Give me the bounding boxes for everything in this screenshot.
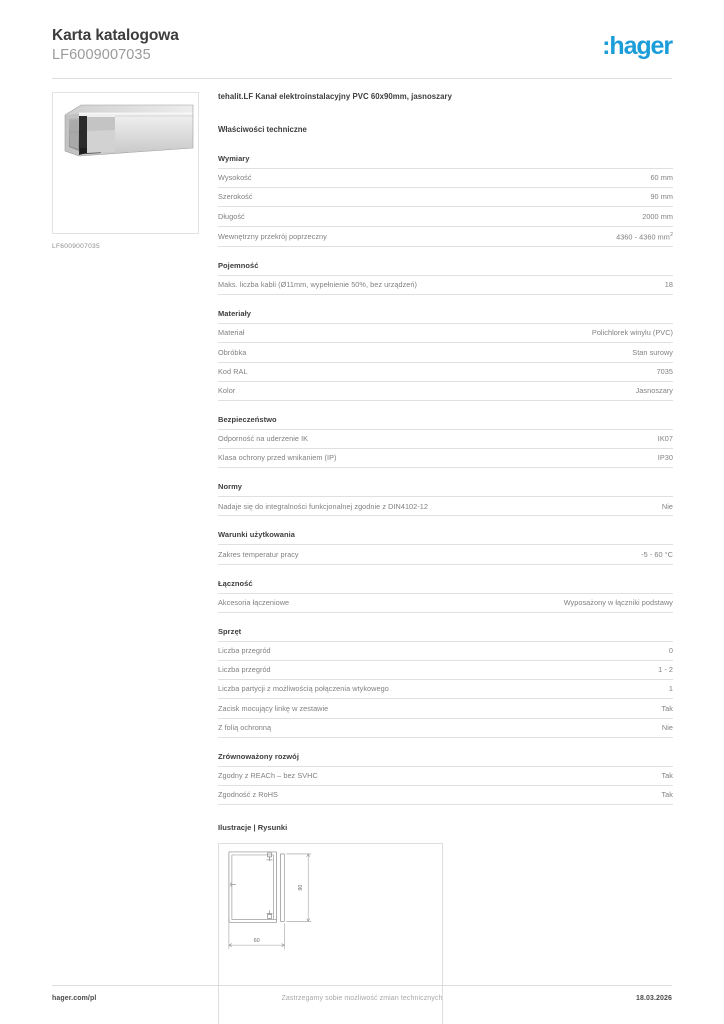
spec-row — [218, 429, 673, 448]
spec-group — [218, 415, 673, 468]
spec-value: 1 — [668, 684, 673, 694]
product-reference: LF6009007035 — [52, 47, 151, 64]
spec-group-title: Pojemność — [218, 261, 259, 271]
spec-row — [218, 544, 673, 564]
logo-text: hager — [609, 32, 672, 60]
spec-row — [218, 660, 673, 679]
spec-row — [218, 641, 673, 660]
spec-value: IP30 — [657, 453, 673, 463]
spec-group — [218, 579, 673, 613]
spec-label: Wysokość — [218, 173, 252, 183]
spec-label: Maks. liczba kabli (Ø11mm, wypełnienie 50%, bez urządzeń) — [218, 280, 418, 290]
spec-label: Odporność na uderzenie IK — [218, 434, 309, 444]
spec-value: 18 — [664, 280, 673, 290]
spec-value: Tak — [661, 703, 673, 713]
spec-row — [218, 718, 673, 738]
spec-group — [218, 627, 673, 738]
spec-row — [218, 766, 673, 785]
spec-value: -5 - 60 °C — [641, 549, 673, 559]
spec-value: Jasnoszary — [635, 385, 673, 395]
spec-group-title: Zrównoważony rozwój — [218, 751, 299, 761]
spec-group-title: Warunki użytkowania — [218, 530, 295, 540]
spec-row — [218, 226, 673, 248]
spec-value: IK07 — [657, 434, 673, 444]
spec-label: Akcesoria łączeniowe — [218, 597, 290, 607]
spec-label: Liczba przegród — [218, 665, 271, 675]
spec-label: Kod RAL — [218, 366, 248, 376]
spec-group — [218, 309, 673, 401]
spec-label: Wewnętrzny przekrój poprzeczny — [218, 232, 327, 242]
spec-label: Liczba partycji z możliwością połączenia wtykowego — [218, 684, 389, 694]
spec-group — [218, 261, 673, 295]
spec-group — [218, 154, 673, 247]
spec-value: Polichlorek winylu (PVC) — [591, 328, 673, 338]
spec-group-title: Bezpieczeństwo — [218, 414, 277, 424]
spec-value: Tak — [661, 770, 673, 780]
spec-group — [218, 482, 673, 516]
spec-label: Zakres temperatur pracy — [218, 549, 299, 559]
spec-row — [218, 275, 673, 295]
spec-label: Liczba przegród — [218, 646, 271, 656]
spec-label: Zgodność z RoHS — [218, 790, 278, 800]
spec-label: Klasa ochrony przed wnikaniem (IP) — [218, 453, 337, 463]
spec-label: Zacisk mocujący linkę w zestawie — [218, 703, 329, 713]
footer-website-link[interactable]: hager.com/pl — [52, 995, 97, 1002]
spec-value: 4360 - 4360 $mm^2$ — [616, 231, 673, 242]
spec-row — [218, 381, 673, 401]
spec-group-title: Wymiary — [218, 154, 250, 163]
product-name: tehalit.LF Kanał elektroinstalacyjny PVC 60x90mm, jasnoszary — [218, 92, 452, 101]
spec-value: 1 - 2 — [658, 665, 673, 675]
page-footer — [52, 995, 672, 1009]
product-photo — [53, 101, 199, 163]
spec-row — [218, 362, 673, 381]
product-image-box — [52, 92, 199, 234]
spec-label: Kolor — [218, 385, 236, 395]
spec-row — [218, 206, 673, 225]
spec-label: Materiał — [218, 328, 245, 338]
spec-group-title: Sprzęt — [218, 626, 242, 636]
spec-label: Obróbka — [218, 347, 247, 357]
spec-value-superscript: 2 — [669, 231, 673, 238]
spec-label: Z folią ochronną — [218, 722, 272, 732]
spec-content — [218, 92, 673, 1024]
spec-value: 2000 mm — [642, 211, 673, 221]
spec-label: Długość — [218, 211, 245, 221]
spec-value: Stan surowy — [632, 347, 673, 357]
footer-divider — [52, 985, 672, 986]
spec-row — [218, 323, 673, 342]
spec-label: Zgodny z REACh – bez SVHC — [218, 770, 318, 780]
footer-date: 18.03.2026 — [635, 995, 672, 1002]
dimension-width-label: 60 — [253, 938, 260, 945]
header-divider — [52, 78, 672, 79]
spec-group-title: Łączność — [218, 578, 253, 588]
spec-row — [218, 448, 673, 468]
technical-properties-title: Właściwości techniczne — [218, 125, 307, 134]
spec-group — [218, 530, 673, 564]
spec-value: Nie — [661, 501, 673, 511]
spec-row — [218, 187, 673, 206]
dimension-height-label: 90 — [298, 884, 305, 891]
page-title: Karta katalogowa — [52, 27, 179, 44]
spec-row — [218, 342, 673, 361]
spec-groups-container — [218, 154, 673, 805]
logo-colon-icon: : — [602, 32, 609, 60]
spec-row — [218, 785, 673, 805]
hager-logo — [602, 32, 672, 61]
spec-label: Nadaje się do integralności funkcjonalnej zgodnie z DIN4102-12 — [218, 501, 428, 511]
spec-value: Nie — [661, 722, 673, 732]
product-image-caption: LF6009007035 — [52, 243, 100, 250]
spec-group — [218, 752, 673, 805]
spec-row — [218, 698, 673, 717]
drawings-title: Ilustracje | Rysunki — [218, 823, 288, 833]
spec-row — [218, 593, 673, 613]
spec-value: Wyposażony w łączniki podstawy — [563, 597, 673, 607]
spec-value: 60 mm — [650, 173, 673, 183]
spec-value: Tak — [661, 790, 673, 800]
spec-value: 0 — [668, 646, 673, 656]
spec-value: 90 mm — [650, 192, 673, 202]
spec-value: 7035 — [656, 366, 673, 376]
footer-disclaimer: Zastrzegamy sobie możliwość zmian technicznych — [281, 995, 443, 1002]
spec-group-title: Materiały — [218, 309, 251, 319]
page-header — [52, 26, 672, 72]
spec-row — [218, 496, 673, 516]
spec-row — [218, 168, 673, 187]
spec-group-title: Normy — [218, 482, 243, 492]
spec-label: Szerokość — [218, 192, 253, 202]
spec-row — [218, 679, 673, 698]
